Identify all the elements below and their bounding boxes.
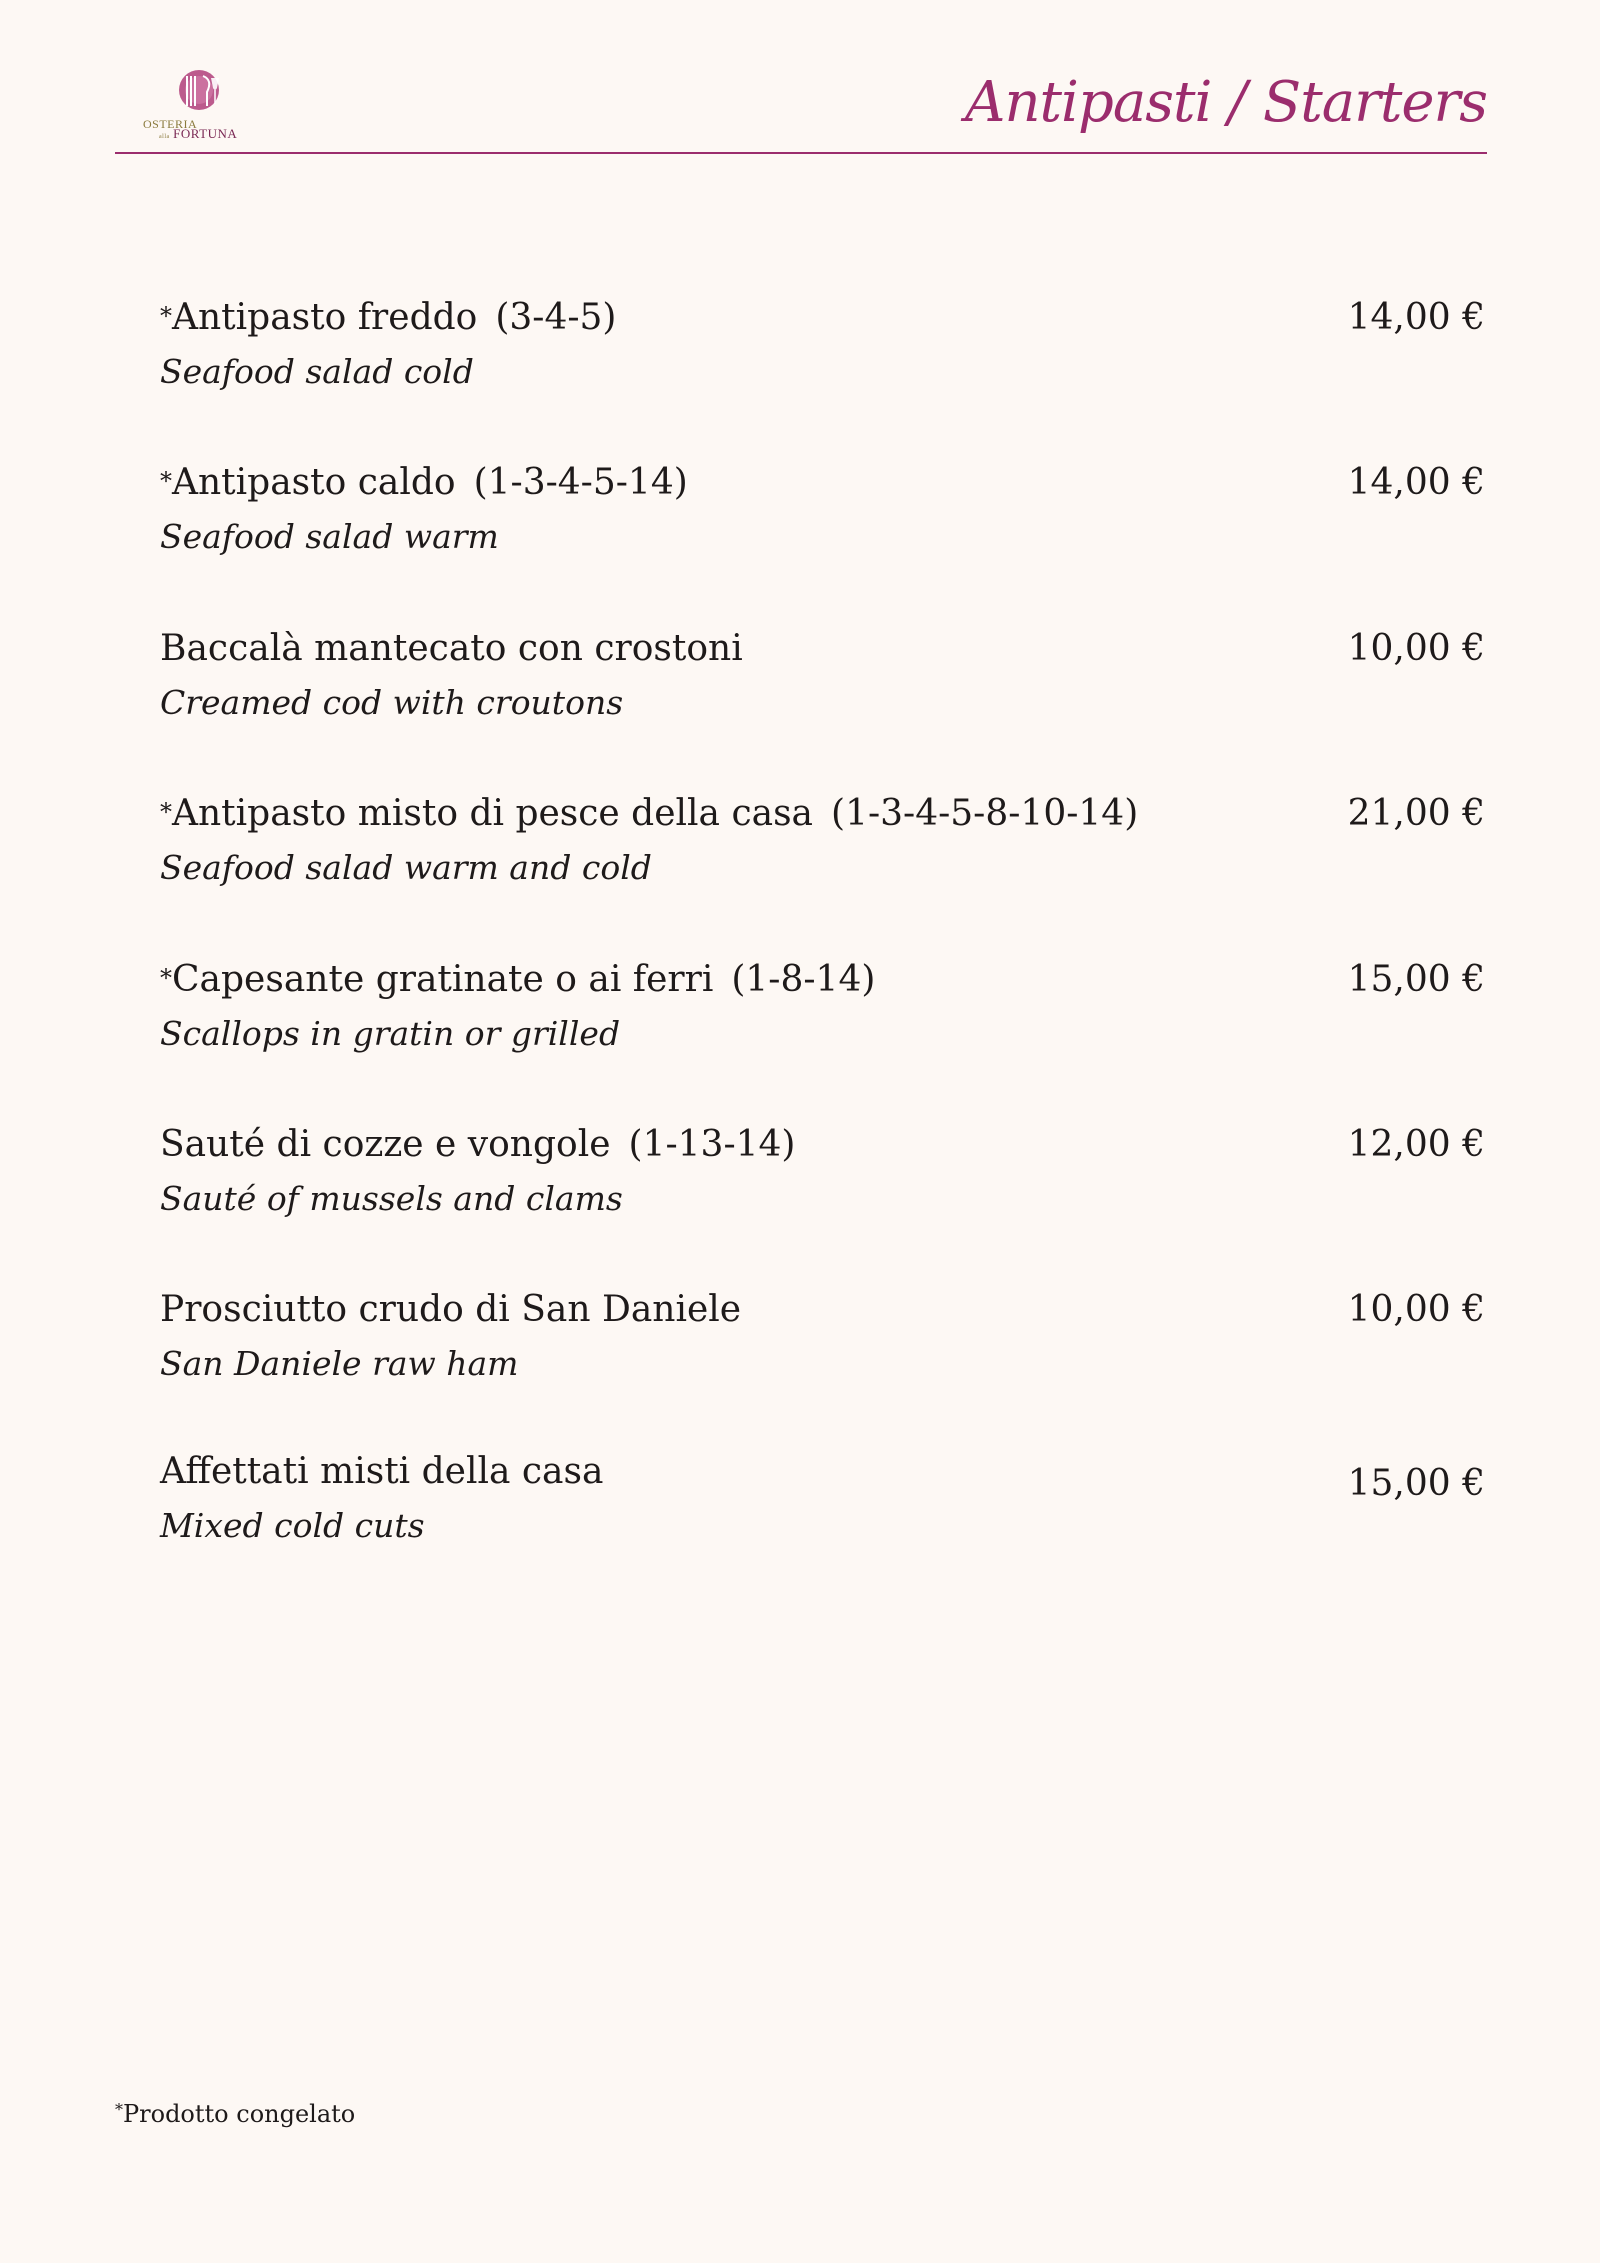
item-name-line: [160, 461, 688, 505]
logo-line-fortuna: FORTUNA: [173, 126, 238, 141]
item-name: Sauté di cozze e vongole: [160, 1124, 611, 1165]
allergen-codes: (1-3-4-5-8-10-14): [831, 793, 1139, 834]
allergen-codes: (1-13-14): [628, 1124, 796, 1165]
frozen-star-marker: *: [160, 302, 172, 330]
page-title: Antipasti / Starters: [965, 70, 1487, 135]
item-price: 21,00 €: [1347, 793, 1485, 834]
item-description: Scallops in gratin or grilled: [160, 1014, 621, 1053]
item-price: 14,00 €: [1347, 297, 1485, 338]
frozen-star-marker: *: [160, 467, 172, 495]
menu-item: [160, 958, 1485, 1078]
item-description: Seafood salad warm and cold: [160, 848, 652, 887]
item-description: Seafood salad warm: [160, 517, 499, 556]
menu-item: [160, 792, 1485, 912]
menu-item: [160, 627, 1485, 747]
item-description: Sauté of mussels and clams: [160, 1179, 623, 1218]
item-price: 15,00 €: [1347, 1463, 1485, 1504]
header-divider: [115, 152, 1487, 154]
item-name: Baccalà mantecato con crostoni: [160, 628, 743, 669]
item-description: Creamed cod with croutons: [160, 683, 624, 722]
footnote-star: *: [115, 2100, 123, 2119]
logo-line-osteria: OSTERIA: [143, 117, 198, 131]
item-name: Antipasto caldo: [172, 462, 456, 503]
page-header: [115, 60, 1487, 155]
item-price: 10,00 €: [1347, 1289, 1485, 1330]
logo-line-alla: alla: [159, 134, 170, 140]
menu-item: [160, 1288, 1485, 1408]
allergen-codes: (1-3-4-5-14): [473, 462, 688, 503]
restaurant-logo: [143, 68, 251, 148]
item-description: San Daniele raw ham: [160, 1344, 519, 1383]
item-price: 14,00 €: [1347, 462, 1485, 503]
menu-item: [160, 461, 1485, 581]
footnote: [115, 2100, 355, 2128]
menu-item: [160, 296, 1485, 416]
item-name: Affettati misti della casa: [160, 1451, 604, 1492]
menu-item: [160, 1123, 1485, 1243]
item-name: Prosciutto crudo di San Daniele: [160, 1289, 742, 1330]
item-name-line: [160, 296, 616, 340]
item-description: Seafood salad cold: [160, 352, 474, 391]
logo-wordmark: [143, 118, 255, 143]
item-name-line: [160, 1123, 795, 1167]
menu-item: [160, 1450, 1485, 1570]
item-name: Capesante gratinate o ai ferri: [172, 959, 714, 1000]
item-name-line: [160, 627, 743, 671]
frozen-star-marker: *: [160, 798, 172, 826]
item-name-line: [160, 1450, 603, 1494]
item-name: Antipasto misto di pesce della casa: [172, 793, 814, 834]
item-price: 12,00 €: [1347, 1124, 1485, 1165]
item-name-line: [160, 792, 1138, 836]
frozen-star-marker: *: [160, 964, 172, 992]
item-price: 10,00 €: [1347, 628, 1485, 669]
item-description: Mixed cold cuts: [160, 1506, 425, 1545]
item-name-line: [160, 958, 875, 1002]
item-price: 15,00 €: [1347, 959, 1485, 1000]
footnote-text: Prodotto congelato: [123, 2100, 356, 2128]
item-name-line: [160, 1288, 741, 1332]
item-name: Antipasto freddo: [172, 297, 478, 338]
allergen-codes: (3-4-5): [495, 297, 617, 338]
allergen-codes: (1-8-14): [731, 959, 876, 1000]
